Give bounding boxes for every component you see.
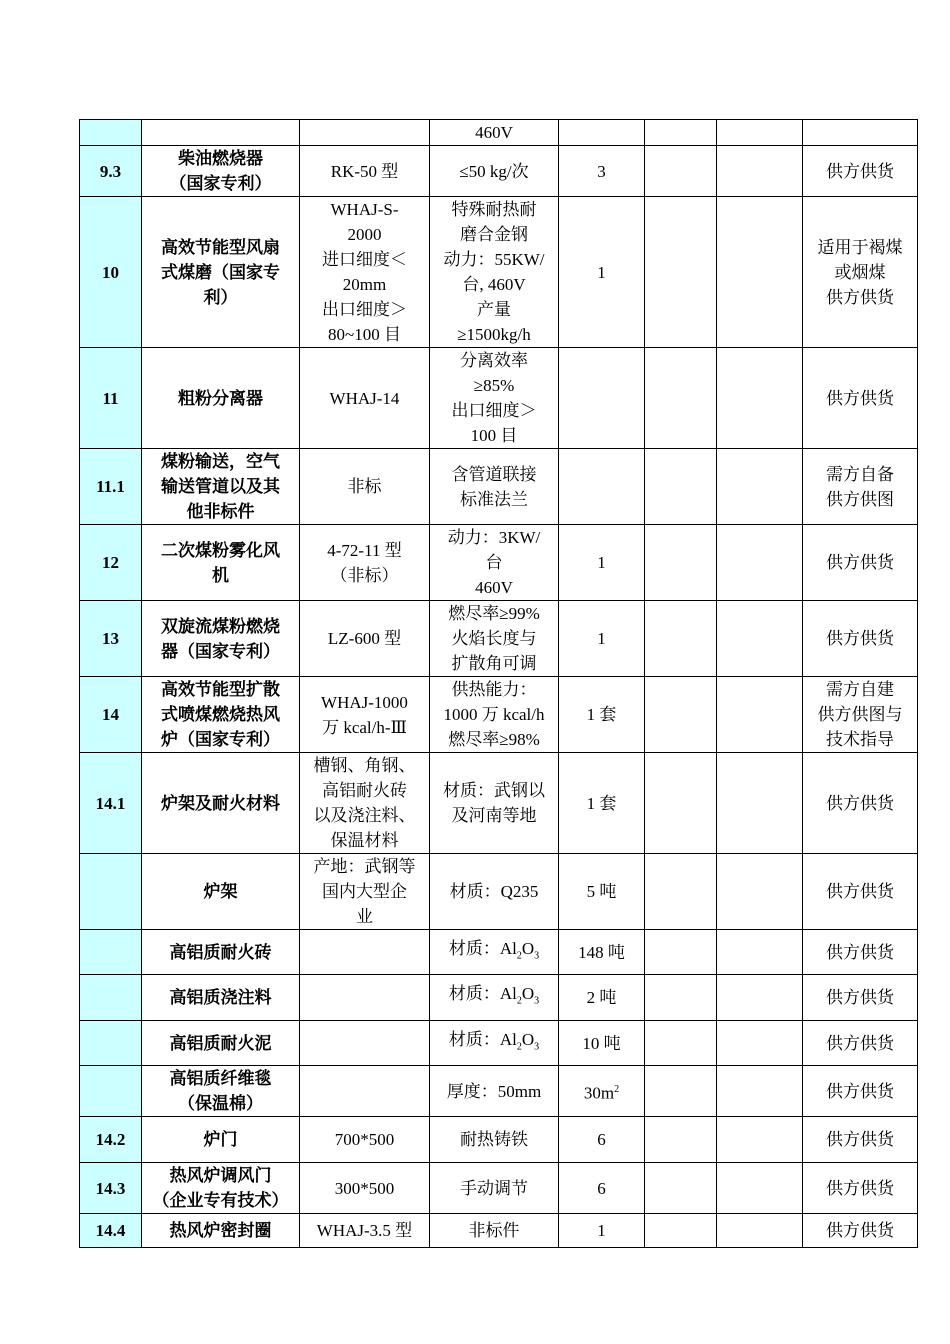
- remark-cell: [803, 601, 918, 677]
- quantity-line: $30m^2$: [583, 1083, 620, 1103]
- item-name-line: （国家专利）: [169, 174, 272, 193]
- item-name-line: 器（国家专利）: [161, 641, 280, 661]
- item-name-line: 高铝质耐火砖: [169, 942, 272, 962]
- blank-cell: [717, 1066, 803, 1117]
- blank-cell: [717, 146, 803, 197]
- model-line: WHAJ-14: [329, 388, 400, 408]
- remark-cell: [803, 677, 918, 753]
- spec-line: 材质：$Al_2O_3$: [448, 984, 540, 1007]
- item-name-cell: [142, 120, 300, 146]
- blank-cell: [645, 146, 717, 197]
- item-name-cell: [142, 525, 300, 601]
- blank-cell: [717, 197, 803, 348]
- model-line: （非标）: [330, 565, 399, 585]
- remark-cell: [803, 1163, 918, 1214]
- blank-cell: [645, 1214, 717, 1248]
- quantity-cell: [559, 1066, 645, 1117]
- item-number-cell: 10: [80, 197, 142, 348]
- item-number-cell: 12: [80, 525, 142, 601]
- remark-cell: [803, 1021, 918, 1066]
- blank-cell: [717, 1163, 803, 1214]
- blank-cell: [717, 753, 803, 854]
- table-row: [80, 146, 918, 197]
- table-row: [80, 1021, 918, 1066]
- model-cell: [300, 1066, 430, 1117]
- item-name-cell: [142, 146, 300, 197]
- item-name-cell: [142, 1214, 300, 1248]
- remark-line: 供方供货: [826, 1130, 894, 1149]
- spec-line: ≥1500kg/h: [457, 325, 531, 344]
- blank-cell: [717, 1214, 803, 1248]
- model-line: 700*500: [334, 1130, 395, 1149]
- quantity-cell: [559, 1021, 645, 1066]
- quantity-cell: [559, 677, 645, 753]
- item-name-line: 热风炉调风门: [169, 1166, 272, 1185]
- quantity-cell: [559, 1117, 645, 1163]
- remark-line: 供方供货: [826, 1033, 894, 1053]
- table-row: [80, 348, 918, 449]
- quantity-cell: [559, 753, 645, 854]
- model-line: 万 kcal/h-Ⅲ: [322, 717, 407, 737]
- model-cell: [300, 1163, 430, 1214]
- spec-line: 460V: [475, 123, 513, 142]
- remark-line: 供方供货: [826, 553, 894, 572]
- quantity-line: 2 吨: [586, 988, 617, 1007]
- model-line: 非标: [347, 477, 382, 496]
- remark-line: 供方供货: [826, 988, 894, 1007]
- item-name-line: 炉架: [203, 882, 238, 901]
- spec-line: 动力：3KW/: [447, 528, 541, 547]
- table-row: [80, 1066, 918, 1117]
- remark-line: 供方供货: [826, 1081, 894, 1101]
- spec-cell: [430, 449, 559, 525]
- quantity-cell: [559, 348, 645, 449]
- item-name-line: 双旋流煤粉燃烧: [161, 616, 280, 636]
- model-cell: [300, 1117, 430, 1163]
- quantity-line: 10 吨: [582, 1033, 621, 1053]
- item-name-line: （企业专有技术）: [152, 1191, 289, 1210]
- remark-line: 供方供货: [826, 1221, 894, 1240]
- spec-cell: [430, 1163, 559, 1214]
- spec-cell: [430, 753, 559, 854]
- item-name-cell: [142, 1117, 300, 1163]
- spec-line: 火焰长度与: [451, 629, 537, 648]
- spec-line: 磨合金钢: [460, 225, 528, 244]
- item-name-line: 利）: [203, 287, 238, 307]
- blank-cell: [645, 975, 717, 1021]
- remark-line: 供方供图与: [817, 705, 903, 724]
- item-number-cell: 14.2: [80, 1117, 142, 1163]
- item-name-line: 二次煤粉雾化风: [161, 540, 280, 560]
- model-cell: [300, 525, 430, 601]
- model-line: WHAJ-S-: [330, 200, 399, 219]
- blank-cell: [717, 975, 803, 1021]
- model-line: LZ-600 型: [327, 629, 402, 648]
- remark-line: 技术指导: [826, 730, 894, 749]
- item-number-cell: [80, 975, 142, 1021]
- remark-cell: [803, 1214, 918, 1248]
- quantity-cell: [559, 449, 645, 525]
- item-name-line: 高铝质浇注料: [169, 988, 272, 1007]
- blank-cell: [717, 930, 803, 975]
- quantity-line: 148 吨: [578, 942, 625, 962]
- item-name-cell: [142, 197, 300, 348]
- table-row: [80, 1117, 918, 1163]
- remark-line: 供方供货: [826, 629, 894, 648]
- spec-line: 特殊耐热耐: [451, 200, 537, 219]
- blank-cell: [645, 1066, 717, 1117]
- model-cell: [300, 677, 430, 753]
- spec-cell: [430, 525, 559, 601]
- blank-cell: [645, 854, 717, 930]
- model-cell: [300, 348, 430, 449]
- spec-line: 台, 460V: [462, 275, 526, 294]
- remark-line: 供方供货: [826, 942, 894, 962]
- spec-line: 非标件: [468, 1221, 520, 1240]
- spec-line: 台: [485, 553, 503, 572]
- item-name-line: 他非标件: [186, 502, 255, 521]
- model-line: WHAJ-1000: [321, 692, 408, 712]
- remark-line: 需方自建: [826, 680, 894, 699]
- remark-cell: [803, 1066, 918, 1117]
- model-line: 20mm: [342, 275, 387, 294]
- remark-line: 供方供货: [826, 1178, 894, 1198]
- item-number-cell: 11: [80, 348, 142, 449]
- remark-cell: [803, 975, 918, 1021]
- quantity-line: 1: [597, 1221, 606, 1240]
- spec-line: 及河南等地: [451, 806, 537, 825]
- spec-line: 标准法兰: [460, 489, 528, 509]
- model-line: 槽钢、角钢、: [313, 756, 416, 775]
- model-line: 80~100 目: [328, 325, 401, 344]
- spec-line: 产量: [477, 300, 511, 319]
- remark-cell: [803, 120, 918, 146]
- item-name-line: 输送管道以及其: [161, 477, 280, 496]
- item-number-cell: 11.1: [80, 449, 142, 525]
- model-line: 4-72-11 型: [327, 540, 402, 560]
- remark-line: 供方供图: [826, 489, 894, 509]
- quantity-cell: [559, 146, 645, 197]
- spec-cell: [430, 1066, 559, 1117]
- item-name-line: （保温棉）: [178, 1094, 263, 1113]
- item-name-line: 高效节能型扩散: [161, 680, 280, 699]
- item-name-cell: [142, 449, 300, 525]
- item-name-cell: [142, 1066, 300, 1117]
- model-cell: [300, 1021, 430, 1066]
- item-name-cell: [142, 1021, 300, 1066]
- table-row: [80, 1163, 918, 1214]
- spec-line: 460V: [475, 578, 513, 597]
- item-name-line: 式煤磨（国家专: [161, 262, 280, 282]
- model-line: 300*500: [334, 1178, 395, 1198]
- model-cell: [300, 854, 430, 930]
- blank-cell: [717, 854, 803, 930]
- blank-cell: [645, 1163, 717, 1214]
- table-row: [80, 120, 918, 146]
- blank-cell: [645, 449, 717, 525]
- item-number-cell: 13: [80, 601, 142, 677]
- remark-line: 或烟煤: [834, 262, 886, 282]
- item-name-line: 炉（国家专利）: [161, 730, 280, 749]
- blank-cell: [717, 449, 803, 525]
- table-row: [80, 197, 918, 348]
- spec-line: 供热能力：: [451, 680, 537, 699]
- item-number-cell: 9.3: [80, 146, 142, 197]
- item-number-cell: [80, 930, 142, 975]
- spec-line: ≥85%: [473, 376, 515, 395]
- remark-cell: [803, 449, 918, 525]
- quantity-line: 3: [597, 161, 606, 181]
- item-number-cell: 14.4: [80, 1214, 142, 1248]
- quantity-cell: [559, 601, 645, 677]
- model-line: 出口细度＞: [322, 300, 407, 319]
- item-name-line: 热风炉密封圈: [169, 1221, 272, 1240]
- model-line: RK-50 型: [330, 161, 399, 181]
- item-name-cell: [142, 930, 300, 975]
- blank-cell: [717, 120, 803, 146]
- table-row: [80, 854, 918, 930]
- item-number-cell: [80, 854, 142, 930]
- spec-line: 动力：55KW/: [443, 250, 545, 269]
- model-cell: [300, 753, 430, 854]
- quantity-line: 1: [597, 629, 606, 648]
- table-row: [80, 1214, 918, 1248]
- spec-cell: [430, 1214, 559, 1248]
- remark-line: 供方供货: [826, 287, 894, 307]
- blank-cell: [717, 1021, 803, 1066]
- table-row: [80, 975, 918, 1021]
- blank-cell: [717, 1117, 803, 1163]
- model-line: 国内大型企: [322, 882, 407, 901]
- model-line: 进口细度＜: [322, 250, 407, 269]
- spec-line: 材质：$Al_2O_3$: [448, 938, 540, 962]
- item-name-line: 机: [212, 565, 229, 585]
- spec-line: 手动调节: [460, 1178, 528, 1198]
- model-cell: [300, 146, 430, 197]
- remark-line: 适用于褐煤: [817, 237, 903, 257]
- spec-cell: [430, 930, 559, 975]
- item-number-cell: [80, 120, 142, 146]
- item-number-cell: 14.3: [80, 1163, 142, 1214]
- blank-cell: [717, 525, 803, 601]
- blank-cell: [645, 197, 717, 348]
- remark-cell: [803, 348, 918, 449]
- model-cell: [300, 120, 430, 146]
- item-name-cell: [142, 601, 300, 677]
- spec-line: 材质：$Al_2O_3$: [448, 1029, 540, 1053]
- table-row: [80, 525, 918, 601]
- blank-cell: [645, 525, 717, 601]
- blank-cell: [645, 601, 717, 677]
- quantity-cell: [559, 197, 645, 348]
- item-name-line: 式喷煤燃烧热风: [161, 705, 280, 724]
- item-name-cell: [142, 348, 300, 449]
- spec-cell: [430, 197, 559, 348]
- remark-line: 供方供货: [826, 793, 894, 813]
- spec-cell: [430, 854, 559, 930]
- quantity-line: 6: [597, 1178, 606, 1198]
- item-name-cell: [142, 753, 300, 854]
- blank-cell: [717, 677, 803, 753]
- item-name-line: 高效节能型风扇: [161, 237, 280, 257]
- item-name-line: 炉门: [203, 1130, 238, 1149]
- item-number-cell: [80, 1021, 142, 1066]
- spec-line: 耐热铸铁: [460, 1130, 528, 1149]
- spec-cell: [430, 677, 559, 753]
- quantity-cell: [559, 854, 645, 930]
- spec-line: 含管道联接: [451, 464, 537, 484]
- remark-line: 供方供货: [826, 161, 894, 181]
- blank-cell: [645, 1117, 717, 1163]
- item-name-line: 高铝质纤维毯: [169, 1069, 272, 1088]
- item-name-line: 炉架及耐火材料: [161, 793, 280, 813]
- remark-line: 供方供货: [826, 388, 894, 408]
- quantity-cell: [559, 120, 645, 146]
- table-row: [80, 930, 918, 975]
- spec-line: 材质：Q235: [449, 882, 539, 901]
- model-cell: [300, 197, 430, 348]
- model-cell: [300, 601, 430, 677]
- spec-cell: [430, 146, 559, 197]
- model-line: 保温材料: [330, 831, 399, 850]
- item-name-cell: [142, 677, 300, 753]
- remark-cell: [803, 854, 918, 930]
- item-name-cell: [142, 854, 300, 930]
- blank-cell: [717, 348, 803, 449]
- quantity-cell: [559, 525, 645, 601]
- spec-line: 厚度：50mm: [446, 1081, 542, 1101]
- model-line: WHAJ-3.5 型: [316, 1221, 413, 1240]
- quantity-cell: [559, 1163, 645, 1214]
- remark-cell: [803, 753, 918, 854]
- model-line: 2000: [347, 225, 382, 244]
- remark-line: 需方自备: [826, 464, 894, 484]
- spec-line: 燃尽率≥98%: [448, 730, 540, 749]
- remark-cell: [803, 525, 918, 601]
- quantity-line: 5 吨: [586, 882, 617, 901]
- item-name-line: 柴油燃烧器: [178, 149, 263, 168]
- model-cell: [300, 975, 430, 1021]
- model-cell: [300, 930, 430, 975]
- remark-cell: [803, 1117, 918, 1163]
- remark-cell: [803, 197, 918, 348]
- quantity-line: 1: [597, 553, 606, 572]
- item-name-line: 粗粉分离器: [178, 388, 263, 408]
- spec-line: ≤50 kg/次: [459, 161, 529, 181]
- table-row: [80, 753, 918, 854]
- equipment-table: [79, 119, 918, 1248]
- item-name-line: 高铝质耐火泥: [169, 1033, 272, 1053]
- model-line: 高铝耐火砖: [322, 781, 407, 800]
- model-cell: [300, 1214, 430, 1248]
- spec-line: 1000 万 kcal/h: [443, 705, 545, 724]
- table-row: [80, 677, 918, 753]
- blank-cell: [645, 120, 717, 146]
- quantity-line: 1 套: [586, 793, 617, 813]
- remark-cell: [803, 930, 918, 975]
- quantity-cell: [559, 1214, 645, 1248]
- item-name-cell: [142, 975, 300, 1021]
- model-cell: [300, 449, 430, 525]
- spec-cell: [430, 120, 559, 146]
- spec-line: 分离效率: [460, 351, 528, 370]
- quantity-line: 1: [597, 262, 606, 282]
- quantity-line: 1 套: [586, 705, 617, 724]
- blank-cell: [645, 753, 717, 854]
- remark-cell: [803, 146, 918, 197]
- item-number-cell: 14: [80, 677, 142, 753]
- item-number-cell: 14.1: [80, 753, 142, 854]
- spec-cell: [430, 601, 559, 677]
- blank-cell: [645, 348, 717, 449]
- quantity-line: 6: [597, 1130, 606, 1149]
- blank-cell: [645, 1021, 717, 1066]
- spec-cell: [430, 1117, 559, 1163]
- spec-line: 100 目: [470, 426, 518, 445]
- model-line: 业: [356, 907, 373, 926]
- quantity-cell: [559, 930, 645, 975]
- model-line: 以及浇注料、: [313, 806, 416, 825]
- spec-line: 出口细度＞: [451, 401, 537, 420]
- spec-cell: [430, 1021, 559, 1066]
- spec-line: 材质：武钢以: [443, 781, 545, 800]
- table-row: [80, 601, 918, 677]
- item-name-cell: [142, 1163, 300, 1214]
- model-line: 产地：武钢等: [313, 857, 416, 876]
- blank-cell: [645, 677, 717, 753]
- blank-cell: [717, 601, 803, 677]
- spec-line: 燃尽率≥99%: [448, 604, 540, 623]
- quantity-cell: [559, 975, 645, 1021]
- spec-line: 扩散角可调: [451, 654, 537, 673]
- remark-line: 供方供货: [826, 882, 894, 901]
- blank-cell: [645, 930, 717, 975]
- spec-cell: [430, 975, 559, 1021]
- table-row: [80, 449, 918, 525]
- item-number-cell: [80, 1066, 142, 1117]
- spec-cell: [430, 348, 559, 449]
- item-name-line: 煤粉输送，空气: [161, 452, 280, 471]
